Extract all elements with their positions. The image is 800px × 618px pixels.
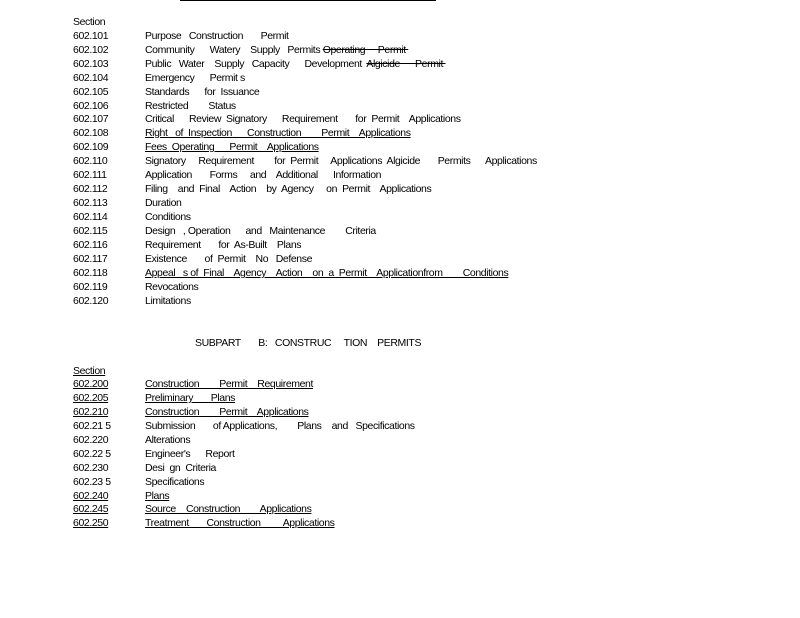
section-title: Application Forms and Additional Information — [145, 169, 382, 181]
section-title: Purpose Construction Permit — [145, 30, 289, 42]
section-title: Alterations — [145, 434, 191, 446]
section-number: 602.116 — [73, 239, 108, 251]
section-title: Limitations — [145, 295, 191, 307]
section-title: Appeal s of Final Agency Action on a Permit Applicationfrom Conditions — [145, 267, 509, 279]
section-title: Construction Permit Requirement — [145, 378, 314, 390]
section-number: 602.114 — [73, 211, 108, 223]
section-number: 602.102 — [73, 44, 109, 56]
section-number: 602.101 — [73, 30, 109, 42]
struck-text: Algicide Permit — [366, 58, 446, 70]
section-number: 602.105 — [73, 86, 109, 98]
section-number: 602.23 5 — [73, 476, 111, 488]
section-title: Treatment Construction Applications — [145, 517, 335, 529]
section-number: 602.210 — [73, 406, 109, 418]
section-number: 602.112 — [73, 183, 108, 195]
subpart-heading: SUBPART B: CONSTRUC TION PERMITS — [195, 337, 422, 349]
section-number: 602.110 — [73, 155, 108, 167]
section-number: 602.117 — [73, 253, 108, 265]
section-title: Preliminary Plans — [145, 392, 235, 404]
section-number: 602.200 — [73, 378, 109, 390]
section-title: Duration — [145, 197, 182, 209]
struck-text: Operating Permit — [322, 44, 409, 56]
section-number: 602.245 — [73, 503, 109, 515]
section-title: Engineer's Report — [145, 448, 235, 460]
section-number: 602.21 5 — [73, 420, 111, 432]
section-title: Public Water Supply Capacity Development Algicide Permit — [145, 58, 446, 70]
section-title: Fees Operating Permit Applications — [145, 141, 319, 153]
section-number: 602.111 — [73, 169, 107, 181]
section-number: 602.240 — [73, 490, 109, 502]
section-title: Emergency Permit s — [145, 72, 245, 84]
section-title: Plans — [145, 490, 170, 502]
section-number: 602.250 — [73, 517, 109, 529]
section-title: Specifications — [145, 476, 205, 488]
section-title: Filing and Final Action by Agency on Permit Applications — [145, 183, 432, 195]
section-title: Restricted Status — [145, 100, 236, 112]
section-title: Design , Operation and Maintenance Criteria — [145, 225, 376, 237]
section-title: Right of Inspection Construction Permit Applications — [145, 127, 411, 139]
section-number: 602.230 — [73, 462, 109, 474]
table-of-contents: Section 602.101 Purpose Construction Permit 602.102 Community Watery Supply Permits Operating Permit 602.103 Public Water Supply Capacity Development Algicide Permit 602.104 Emergency Permit s 602.105 Standards for Issuance 602.106 Restricted Status 602.107 Critical Review Signatory Requirement for Permit Applications 602.108 Right of Inspection Construction Permit Applications 602.109 Fees Operating Permit Applications 602.110 Signatory Requirement for Permit Applications Algicide Permits Applications 602.111 Application Forms and Additional Information 602.112 Filing and Final Action by Agency on Permit Applications 602.113 Duration 602.114 Conditions 602.115 Design , Operation and Maintenance Criteria 602.116 Requirement for As-Built Plans 602.117 Existence of Permit No Defense 602.118 Appeal s of Final Agency Action on a Permit Applicationfrom Conditions 602.119 Revocations 602.120 Limitations SUBPART B: CONSTRUC TION PERMITS Section 602.200 Construction Permit Requirement 602.205 Preliminary Plans 602.210 Construction Permit Applications 602.21 5 Submission of Applications, Plans and Specifications 602.220 Alterations 602.22 5 Engineer's Report 602.230 Desi gn Criteria 602.23 5 Specifications 602.240 Plans 602.245 Source Construction Applications 602.250 Treatment Construction Applications — [73, 16, 537, 529]
section-number: 602.120 — [73, 295, 109, 307]
section-title: Desi gn Criteria — [145, 462, 216, 474]
section-title: Construction Permit Applications — [145, 406, 309, 418]
section-number: 602.113 — [73, 197, 108, 209]
section-title: Source Construction Applications — [145, 503, 312, 515]
section-number: 602.106 — [73, 100, 109, 112]
section-number: 602.115 — [73, 225, 108, 237]
section-number: 602.22 5 — [73, 448, 111, 460]
section-title: Community Watery Supply Permits Operating Permit — [145, 44, 409, 56]
section-number: 602.205 — [73, 392, 109, 404]
section-title: Critical Review Signatory Requirement for Permit Applications — [145, 113, 461, 125]
section-title: Standards for Issuance — [145, 86, 260, 98]
section-title: Conditions — [145, 211, 191, 223]
section-number: 602.220 — [73, 434, 109, 446]
section-number: 602.104 — [73, 72, 109, 84]
section-title: Revocations — [145, 281, 199, 293]
section-title: Requirement for As-Built Plans — [145, 239, 302, 251]
section-title: Signatory Requirement for Permit Applications Algicide Permits Applications — [145, 155, 537, 167]
section-number: 602.103 — [73, 58, 109, 70]
section-number: 602.107 — [73, 113, 109, 125]
section-number: 602.118 — [73, 267, 108, 279]
section-number: 602.109 — [73, 141, 109, 153]
section-title: Submission of Applications, Plans and Specifications — [145, 420, 415, 432]
section-number: 602.108 — [73, 127, 109, 139]
section-number: 602.119 — [73, 281, 108, 293]
section-title: Existence of Permit No Defense — [145, 253, 313, 265]
